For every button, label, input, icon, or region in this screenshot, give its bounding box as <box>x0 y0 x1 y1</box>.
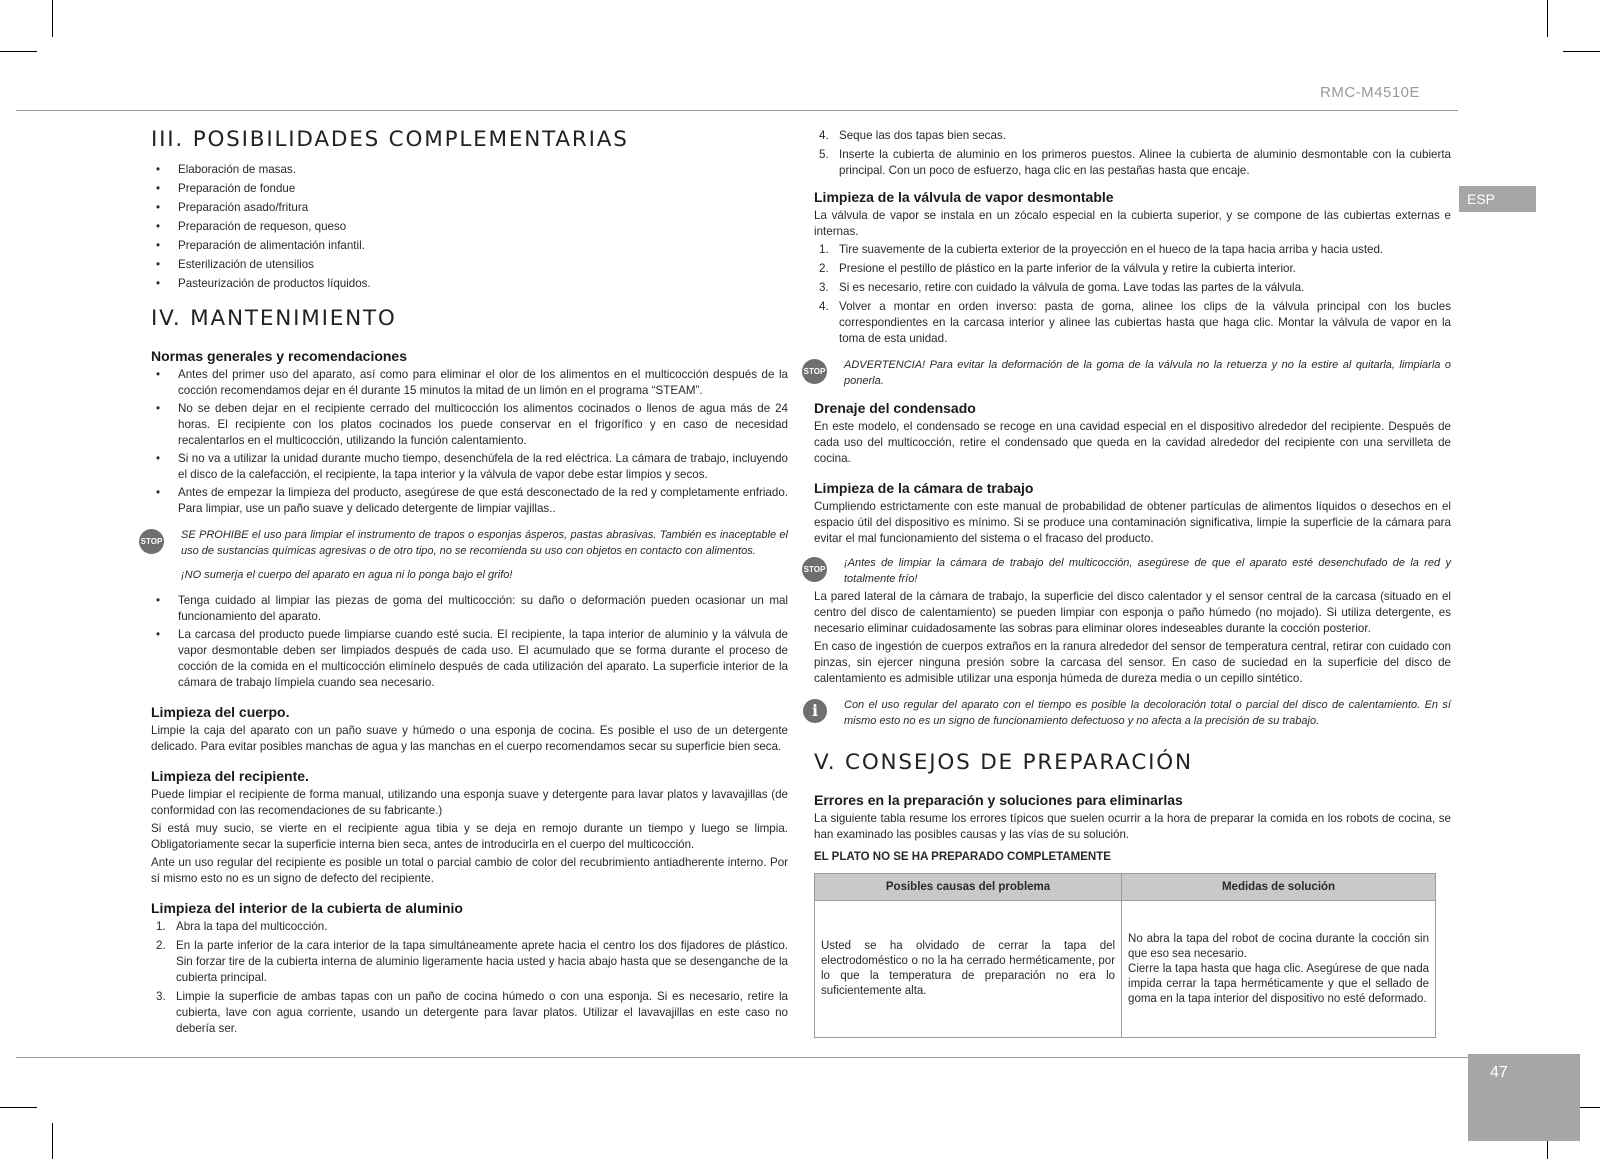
list-item: • No se deben dejar en el recipiente cerrado del multicocción los alimentos cocinados o llenos de agua más de 24 horas. El recipiente con los platos cocinados los puede conservar en el frigorífico y en caso de necesidad recalentarlos en el multicocción, utilizando la función calentamiento. <box>151 401 788 449</box>
list-item: 2. Presione el pestillo de plástico en la parte inferior de la válvula y retire la cubierta interior. <box>819 262 1296 275</box>
right-column <box>803 128 1451 1038</box>
warning-text: ¡Antes de limpiar la cámara de trabajo del multicocción, asegúrese de que el aparato esté desenchufado de la red y totalmente frío! <box>844 557 1451 585</box>
section-title: IV. MANTENIMIENTO <box>151 306 397 331</box>
table-cell <box>1122 901 1436 1038</box>
stop-icon: STOP <box>802 359 827 384</box>
paragraph: La siguiente tabla resume los errores típicos que suelen ocurrir a la hora de preparar la comida en los robots de cocina, se han examinado las posibles causas y las vías de su solución. <box>814 812 1451 841</box>
subsection-title: Limpieza del cuerpo. <box>151 704 290 720</box>
capabilities-list <box>151 162 788 292</box>
subsection-title: Normas generales y recomendaciones <box>151 348 408 364</box>
warning-text: ¡NO sumerja el cuerpo del aparato en agua ni lo ponga bajo el grifo! <box>181 569 513 581</box>
stop-icon: STOP <box>139 529 164 554</box>
troubleshooting-table <box>814 873 1436 1038</box>
list-item: 5. Inserte la cubierta de aluminio en los primeros puestos. Alinee la cubierta de aluminio desmontable con la cubierta principal. Con un poco de esfuerzo, haga clic en las pestañas hasta que encaje. <box>819 148 1451 177</box>
list-item: • Elaboración de masas. <box>151 162 788 178</box>
list-item: 4. Seque las dos tapas bien secas. <box>819 129 1006 142</box>
list-item: 3. Si es necesario, retire con cuidado la válvula de goma. Lave todas las partes de la válvula. <box>819 281 1305 294</box>
paragraph: Puede limpiar el recipiente de forma manual, utilizando una esponja suave y detergente para lavar platos y lavavajillas (de conformidad con las recomendaciones de su fabricante.) <box>151 788 788 817</box>
paragraph: Limpie la caja del aparato con un paño suave y húmedo o una esponja de cocina. Es posible el uso de un detergente delicado. Para evitar posibles manchas de agua y las manchas en el cuerpo recomendamos secar su superficie bien seca. <box>151 724 788 753</box>
crop-mark <box>52 0 53 37</box>
steps-list <box>814 242 1451 347</box>
list-item: 1. Tire suavemente de la cubierta exterior de la proyección en el hueco de la tapa hacia arriba y hacia usted. <box>819 243 1384 256</box>
list-item: • Pasteurización de productos líquidos. <box>151 276 788 292</box>
crop-mark <box>0 1107 37 1108</box>
recommendations-list <box>151 367 788 517</box>
warning-text: ADVERTENCIA! Para evitar la deformación de la goma de la válvula no la retuerza y no la estire al quitarla, limpiarla o ponerla. <box>844 359 1451 387</box>
stop-warning <box>140 527 788 583</box>
subsection-title: Drenaje del condensado <box>814 400 976 416</box>
table-cell: Usted se ha olvidado de cerrar la tapa del electrodoméstico o no la ha cerrado herméticamente, por lo que la temperatura de preparación no era lo suficientemente alta. <box>815 901 1122 1038</box>
info-text: Con el uso regular del aparato con el tiempo es posible la decoloración total o parcial del disco de calentamiento. En sí mismo esto no es un signo de funcionamiento defectuoso y no afecta a la precisión de su trabajo. <box>844 699 1451 727</box>
stop-icon: STOP <box>802 557 827 582</box>
warning-text: SE PROHIBE el uso para limpiar el instrumento de trapos o esponjas ásperos, pastas abrasivas. También es inaceptable el uso de sustancias químicas agresivas o de otro tipo, no se recomienda su uso con objetos en contacto con alimentos. <box>181 529 788 557</box>
solution-text: No abra la tapa del robot de cocina durante la cocción sin que eso sea necesario. <box>1128 932 1429 960</box>
paragraph: En este modelo, el condensado se recoge en una cavidad especial en el dispositivo alrededor del recipiente. Después de cada uso del multicocción, retire el condensado que queda en la cavidad alrededor del recipiente con una servilleta de cocina. <box>814 420 1451 465</box>
list-item: • Si no va a utilizar la unidad durante mucho tiempo, desenchúfela de la red eléctrica. La cámara de trabajo, incluyendo el disco de la calefacción, el recipiente, la tapa interior y la válvula de vapor debe estar limpios y secos. <box>151 451 788 483</box>
language-tab: ESP <box>1459 186 1536 212</box>
subsection-title: Errores en la preparación y soluciones para eliminarlas <box>814 792 1183 808</box>
stop-warning <box>803 555 1451 587</box>
subsection-title: Limpieza del recipiente. <box>151 768 309 784</box>
steps-list <box>151 919 788 1037</box>
footer-rule <box>16 1057 1468 1058</box>
section-title: III. POSIBILIDADES COMPLEMENTARIAS <box>151 127 629 152</box>
list-item: • Preparación de fondue <box>151 181 788 197</box>
steps-list <box>814 128 1451 179</box>
list-item: 1. Abra la tapa del multicocción. <box>156 920 328 933</box>
subsection-title: Limpieza de la válvula de vapor desmontable <box>814 189 1114 205</box>
list-item: 4. Volver a montar en orden inverso: pasta de goma, alinee los clips de la válvula principal con los bucles correspondientes en la carcasa interior y alinee las cubiertas hasta que haga clic. Montar la válvula de vapor en la toma de esta unidad. <box>819 300 1451 345</box>
header-rule <box>16 110 1458 111</box>
paragraph: La pared lateral de la cámara de trabajo, la superficie del disco calentador y el sensor central de la carcasa (situado en el centro del disco de calentamiento) se pueden limpiar con esponja o paño húmedo (no mojado). Si utiliza detergente, es necesario eliminar cuidadosamente las sobras para eliminar olores indeseables durante la cocción posterior. <box>814 590 1451 635</box>
paragraph: Cumpliendo estrictamente con este manual de probabilidad de obtener partículas de alimentos líquidos o desechos en el espacio útil del dispositivo es mínimo. Si se produce una contaminación significativa, limpie la superficie de la cámara para evitar el mal funcionamiento del sistema o el fracaso del producto. <box>814 500 1451 545</box>
table-header: Medidas de solución <box>1122 874 1436 901</box>
crop-mark <box>52 1123 53 1159</box>
paragraph: La válvula de vapor se instala en un zócalo especial en la cubierta superior, y se compone de las cubiertas externas e internas. <box>814 209 1451 238</box>
list-item: • Antes de empezar la limpieza del producto, asegúrese de que está desconectado de la red y completamente enfriado. Para limpiar, use un paño suave y delicado detergente de limpiar vajillas.. <box>151 485 788 517</box>
list-item: • Preparación de alimentación infantil. <box>151 238 788 254</box>
table-row <box>815 901 1436 1038</box>
crop-mark <box>0 51 37 52</box>
list-item: • Tenga cuidado al limpiar las piezas de goma del multicocción: su daño o deformación pueden ocasionar un mal funcionamiento del aparato. <box>151 593 788 625</box>
stop-warning <box>803 357 1451 389</box>
list-item: • Preparación de requeson, queso <box>151 219 788 235</box>
paragraph: En caso de ingestión de cuerpos extraños en la ranura alrededor del sensor de temperatura central, retirar con cuidado con pinzas, sin ejercer ninguna presión sobre la carcasa del sensor. En caso de suciedad en la superficie del disco de calentamiento es admisible utilizar una esponja húmeda de dureza media o un cepillo sintético. <box>814 640 1451 685</box>
crop-mark <box>1547 0 1548 37</box>
list-item: • La carcasa del producto puede limpiarse cuando esté sucia. El recipiente, la tapa interior de aluminio y la válvula de vapor desmontable deben ser limpiados después de cada uso. El acumulado que se forma durante el proceso de cocción de la comida en el multicocción elimínelo después de cada utilización del aparato. La superficie interior de la cámara de trabajo límpiela cuando sea necesario. <box>151 627 788 691</box>
left-column <box>140 126 788 1040</box>
info-icon: i <box>803 699 827 723</box>
section-title: V. CONSEJOS DE PREPARACIÓN <box>814 750 1193 775</box>
info-note <box>811 697 1451 729</box>
solution-text: Cierre la tapa hasta que haga clic. Asegúrese de que nada impida cerrar la tapa herméticamente y que el sellado de goma en la tapa interior del dispositivo no esté deformado. <box>1128 962 1429 1005</box>
page-number: 47 <box>1468 1054 1580 1141</box>
model-number: RMC-M4510E <box>1320 84 1421 101</box>
list-item: • Esterilización de utensilios <box>151 257 788 273</box>
list-item: 2. En la parte inferior de la cara interior de la tapa simultáneamente aprete hacia el centro los dos fijadores de plástico. Sin forzar tire de la cubierta interna de aluminio ligeramente hacia usted y hacia abajo hasta que se desenganche de la cubierta principal. <box>156 939 788 984</box>
table-header: Posibles causas del problema <box>815 874 1122 901</box>
crop-mark <box>1563 51 1600 52</box>
table-caption: EL PLATO NO SE HA PREPARADO COMPLETAMENTE <box>814 851 1111 863</box>
paragraph: Si está muy sucio, se vierte en el recipiente agua tibia y se deja en remojo durante un tiempo y luego se limpia. Obligatoriamente secar la superficie interna bien seca, antes de introducirla en el cuerpo del multicocción. <box>151 822 788 851</box>
paragraph: Ante un uso regular del recipiente es posible un total o parcial cambio de color del recubrimiento antiadherente interno. Por sí mismo esto no es un signo de defecto del recipiente. <box>151 856 788 885</box>
list-item: 3. Limpie la superficie de ambas tapas con un paño de cocina húmedo o con una esponja. Si es necesario, retire la cubierta, lave con agua corriente, usando un detergente para lavar platos. Utilizar el lavavajillas en este caso no debería ser. <box>156 990 788 1035</box>
list-item: • Preparación asado/fritura <box>151 200 788 216</box>
subsection-title: Limpieza del interior de la cubierta de aluminio <box>151 900 463 916</box>
list-item: • Antes del primer uso del aparato, así como para eliminar el olor de los alimentos en el multicocción después de la cocción recomendamos dejar en él durante 15 minutos la mitad de un limón en el programa “STEAM”. <box>151 367 788 399</box>
subsection-title: Limpieza de la cámara de trabajo <box>814 480 1034 496</box>
recommendations-list-2 <box>151 593 788 691</box>
